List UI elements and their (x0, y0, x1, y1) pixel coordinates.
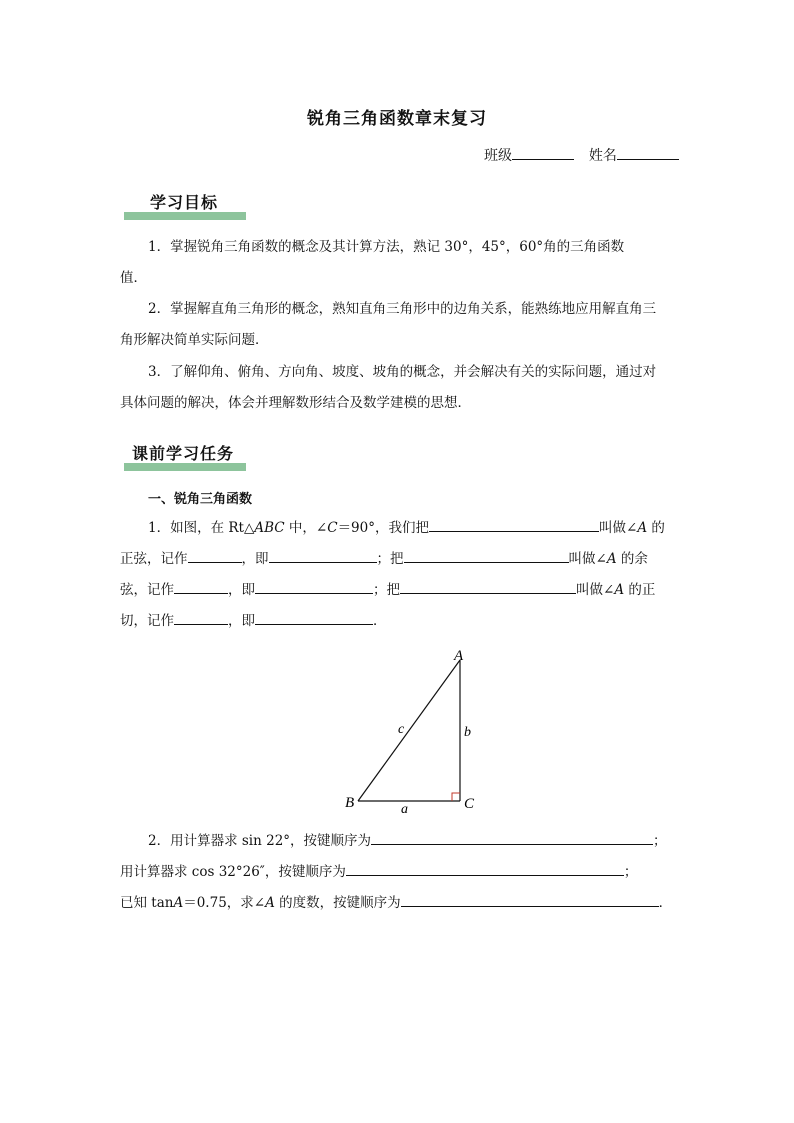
label-b: b (464, 725, 471, 740)
answer-blank[interactable] (269, 548, 377, 563)
name-blank[interactable] (617, 145, 679, 160)
answer-blank[interactable] (255, 610, 373, 625)
side-c (358, 660, 460, 801)
q1-line-2: 正弦，记作 ，即 ；把 叫做∠A 的余 (120, 544, 676, 575)
label-a: a (401, 802, 408, 817)
answer-blank[interactable] (346, 861, 624, 876)
label-c: c (398, 722, 405, 737)
q2-line-3: 已知 tanA＝0.75，求∠A 的度数，按键顺序为 ． (120, 888, 676, 919)
section-heading-goals (124, 190, 246, 220)
answer-blank[interactable] (400, 579, 576, 594)
answer-blank[interactable] (174, 579, 228, 594)
page-title: 锐角三角函数章末复习 (307, 109, 487, 129)
q1-line-1: 1．如图，在 Rt△ABC 中，∠C＝90°，我们把 叫做∠A 的 (120, 513, 676, 544)
goal-1: 1．掌握锐角三角函数的概念及其计算方法，熟记 30°，45°，60°角的三角函数 值． (120, 239, 625, 286)
heading-text: 课前学习任务 (132, 444, 235, 463)
heading-underline (124, 463, 246, 471)
name-label: 姓名 (588, 148, 617, 164)
vertex-A: A (454, 648, 464, 664)
answer-blank[interactable] (429, 517, 599, 532)
vertex-C: C (464, 796, 475, 812)
q1-line-3: 弦，记作 ，即 ；把 叫做∠A 的正 (120, 575, 676, 606)
q2-line-2: 用计算器求 cos 32°26″，按键顺序为 ； (120, 857, 676, 888)
question-1 (120, 513, 676, 637)
q1-line-4: 切，记作 ，即 ． (120, 606, 676, 637)
goal-2: 2．掌握解直角三角形的概念，熟知直角三角形中的边角关系，能熟练地应用解直角三 角形解决简单实际问题． (120, 301, 657, 348)
answer-blank[interactable] (174, 610, 228, 625)
vertex-B: B (345, 795, 355, 811)
question-2 (120, 826, 676, 919)
section-heading-tasks (124, 441, 246, 471)
heading-text: 学习目标 (150, 193, 219, 212)
answer-blank[interactable] (371, 830, 653, 845)
right-triangle-figure (330, 640, 490, 820)
answer-blank[interactable] (401, 892, 659, 907)
class-blank[interactable] (512, 145, 574, 160)
answer-blank[interactable] (255, 579, 373, 594)
answer-blank[interactable] (404, 548, 569, 563)
right-angle-mark (452, 793, 460, 801)
subsection-title: 一、锐角三角函数 (148, 492, 253, 507)
heading-underline (124, 212, 246, 220)
goal-3: 3．了解仰角、俯角、方向角、坡度、坡角的概念，并会解决有关的实际问题，通过对 具体问题的解决，体会并理解数形结合及数学建模的思想． (120, 364, 657, 411)
class-name-line (484, 145, 679, 165)
class-label: 班级 (484, 148, 512, 164)
answer-blank[interactable] (188, 548, 242, 563)
q2-line-1: 2．用计算器求 sin 22°，按键顺序为 ； (120, 826, 676, 857)
